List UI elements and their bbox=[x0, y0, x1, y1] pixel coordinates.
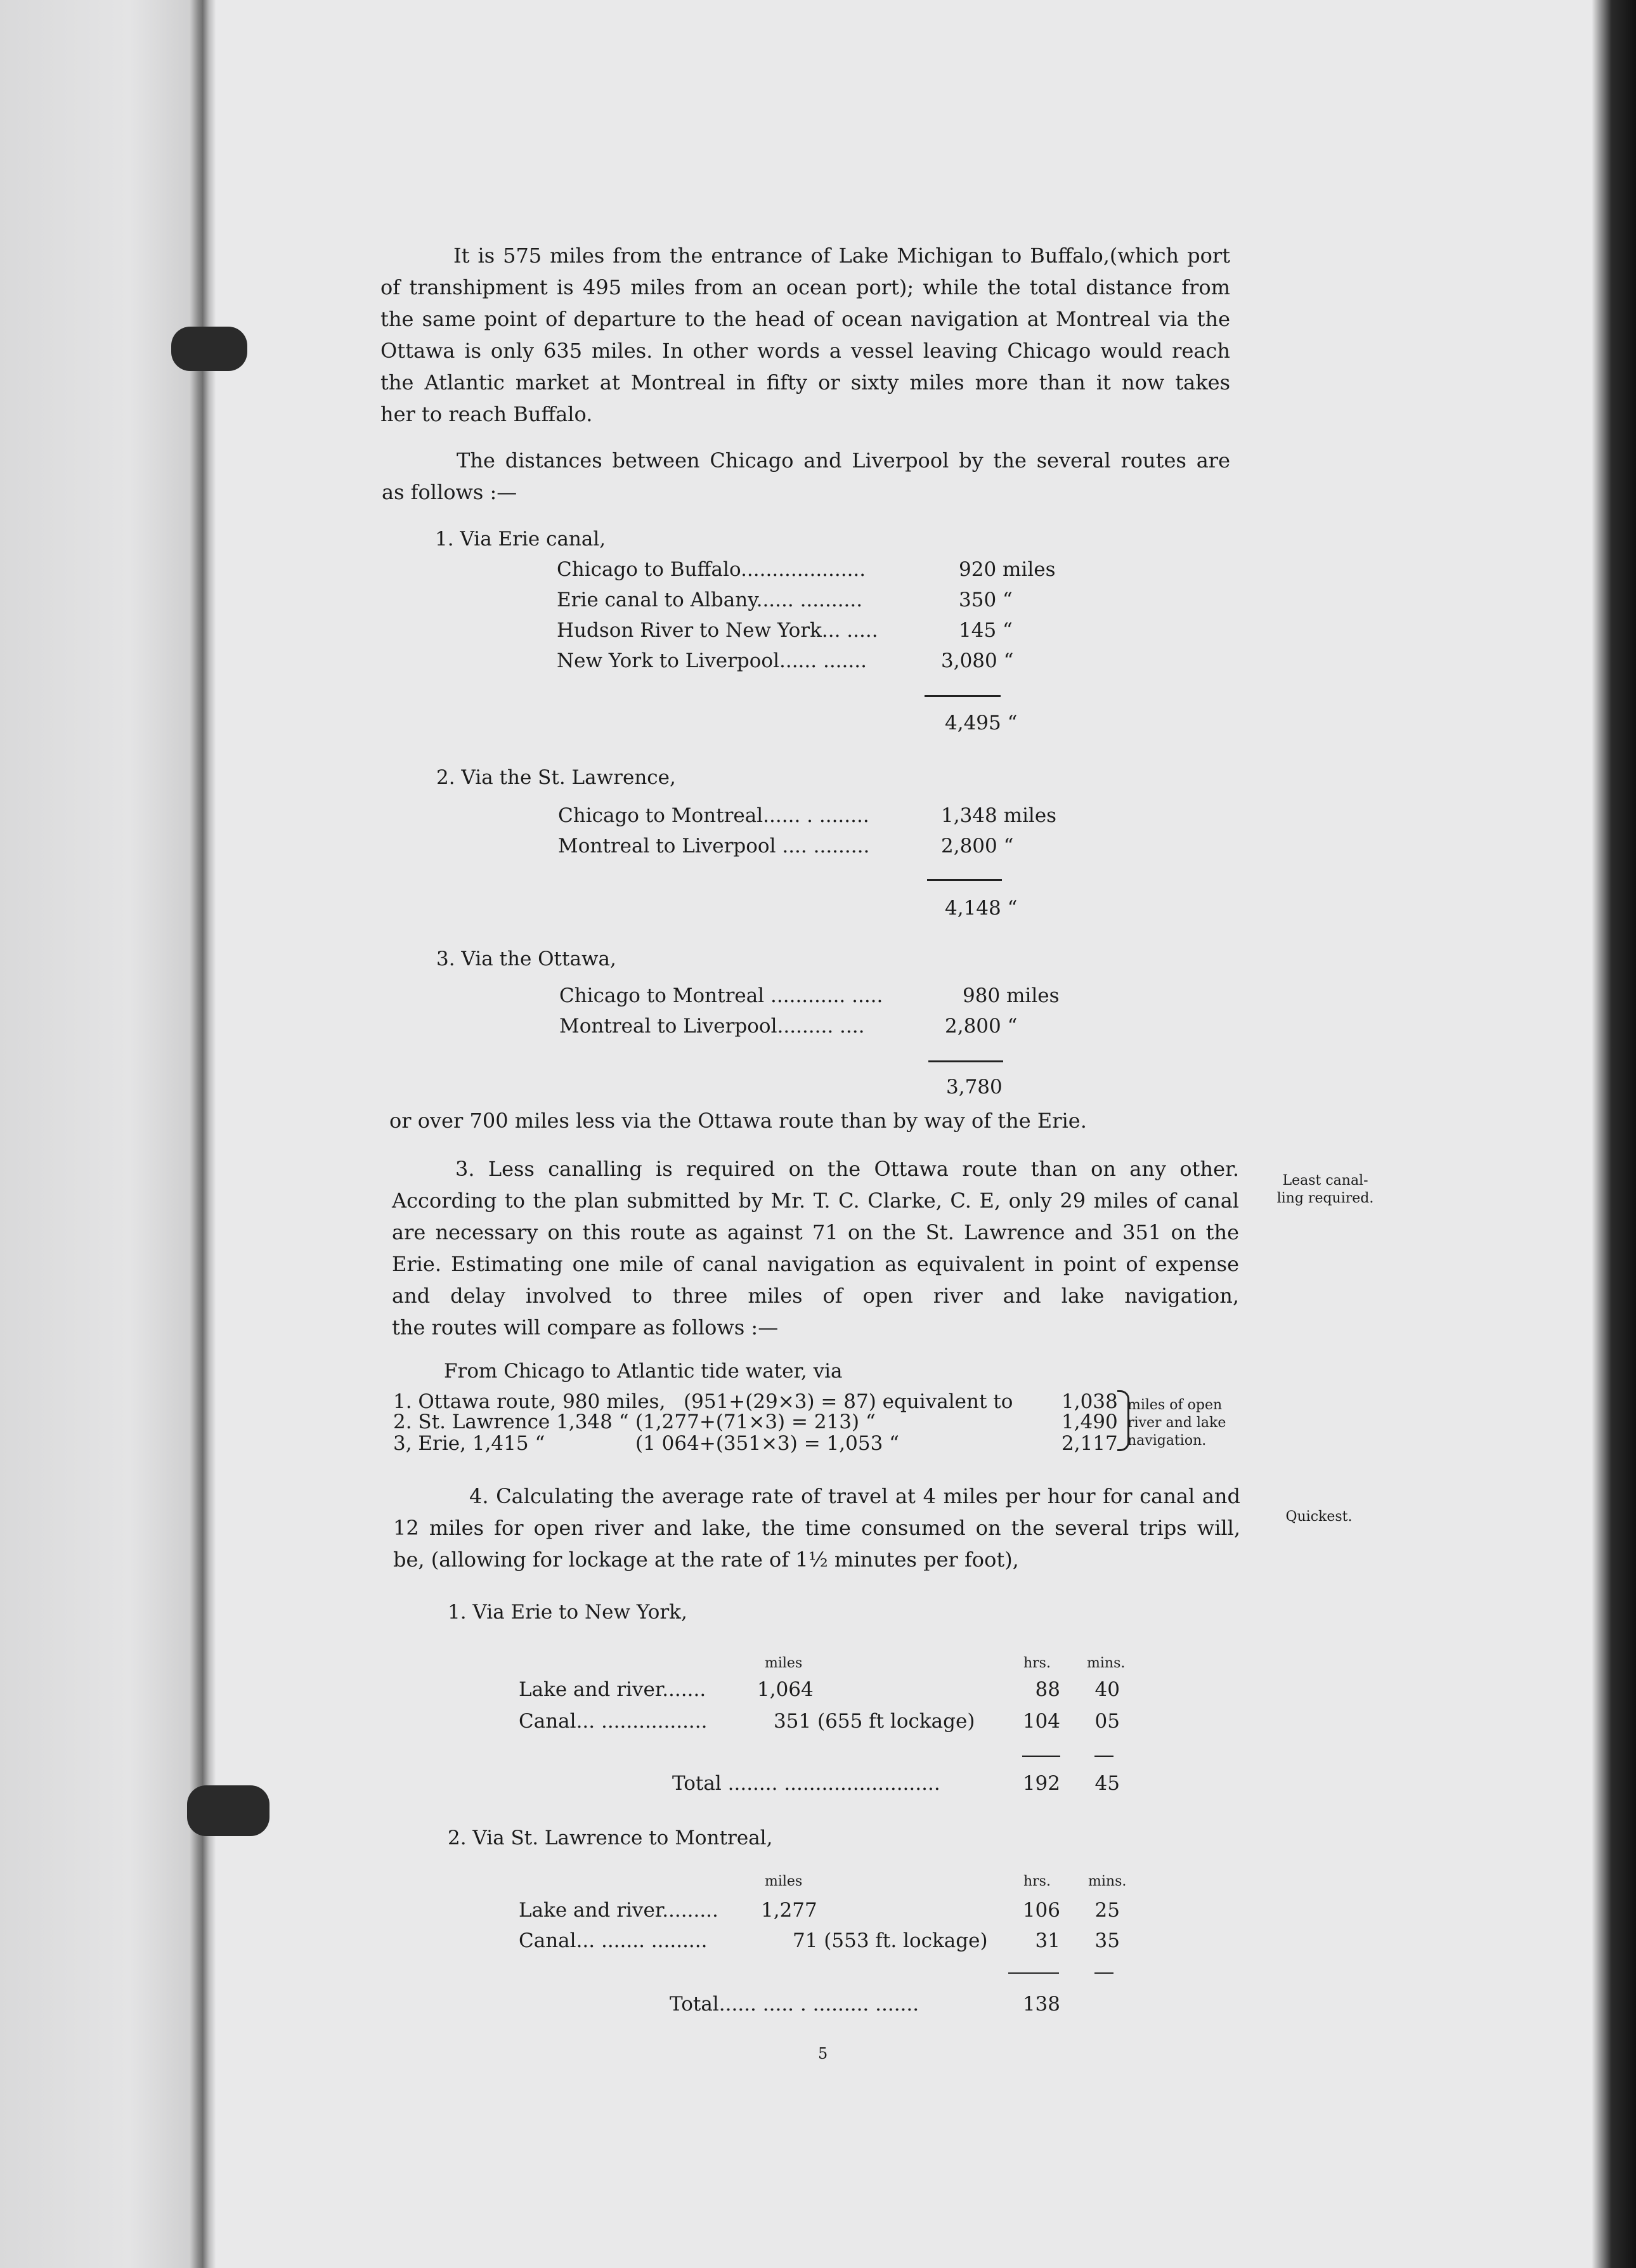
trip-row-label: Lake and river....... bbox=[519, 1678, 706, 1701]
trip-row-miles: 1,277 bbox=[761, 1899, 817, 1922]
route-row-label: Montreal to Liverpool .... ......... bbox=[558, 835, 870, 857]
route-row-label: Chicago to Montreal...... . ........ bbox=[558, 804, 869, 827]
trip-1-heading: 1. Via Erie to New York, bbox=[448, 1601, 687, 1624]
margin-note-least-canalling bbox=[1243, 1172, 1408, 1208]
sum-rule bbox=[1008, 1972, 1059, 1974]
margin-note-quickest: Quickest. bbox=[1285, 1509, 1353, 1525]
paragraph-1 bbox=[380, 240, 1230, 430]
route-row-value: 920 miles bbox=[959, 558, 1056, 581]
route-row-label: Chicago to Montreal ............ ..... bbox=[559, 984, 883, 1007]
trip-row-mins: 40 bbox=[1094, 1678, 1120, 1701]
text-line: and delay involved to three miles of open river and lake navigation, bbox=[392, 1284, 1239, 1308]
trip-row-label: Lake and river......... bbox=[519, 1899, 718, 1922]
sum-rule bbox=[925, 695, 1001, 697]
text-line: Ottawa is only 635 miles. In other words a vessel leaving Chicago would reach bbox=[380, 339, 1230, 363]
col-mins-header: mins. bbox=[1087, 1655, 1126, 1671]
trip-row-hrs: 106 bbox=[1022, 1899, 1060, 1922]
trip-row-miles: 71 (553 ft. lockage) bbox=[793, 1929, 988, 1952]
binding-hole-top bbox=[171, 327, 247, 371]
text-line: the routes will compare as follows :— bbox=[392, 1315, 779, 1339]
route-row-value: 980 miles bbox=[963, 984, 1060, 1007]
sum-rule bbox=[927, 879, 1002, 881]
route-row-label: Chicago to Buffalo.................... bbox=[557, 558, 866, 581]
text-line: 4. Calculating the average rate of travel at 4 miles per hour for canal and bbox=[469, 1484, 1240, 1508]
trip-row-mins: 05 bbox=[1094, 1710, 1120, 1733]
text-line: Erie. Estimating one mile of canal navigation as equivalent in point of expense bbox=[392, 1252, 1239, 1276]
trip-total-mins: 45 bbox=[1094, 1772, 1120, 1795]
route-total: 4,148 “ bbox=[945, 897, 1018, 920]
route-row-value: 3,080 “ bbox=[941, 649, 1014, 672]
trip-row-hrs: 31 bbox=[1035, 1929, 1060, 1952]
route-row-value: 350 “ bbox=[959, 589, 1013, 611]
sum-rule bbox=[928, 1060, 1003, 1062]
text-line: her to reach Buffalo. bbox=[380, 402, 593, 426]
after-routes-text: or over 700 miles less via the Ottawa route than by way of the Erie. bbox=[389, 1109, 1087, 1133]
sum-rule bbox=[1094, 1972, 1113, 1974]
page-right-edge bbox=[1592, 0, 1636, 2268]
col-miles-header: miles bbox=[765, 1655, 803, 1671]
brace-note-line: miles of open bbox=[1127, 1397, 1223, 1413]
tide-calc: (1 064+(351×3) = 1,053 “ bbox=[635, 1432, 900, 1455]
trip-row-hrs: 104 bbox=[1022, 1710, 1060, 1733]
col-mins-header: mins. bbox=[1088, 1874, 1127, 1889]
text-line: The distances between Chicago and Liverpool by the several routes are bbox=[457, 448, 1230, 472]
tide-calc: (1,277+(71×3) = 213) “ bbox=[635, 1411, 876, 1433]
trip-row-label: Canal... ....... ......... bbox=[519, 1929, 708, 1952]
sum-rule bbox=[1094, 1756, 1113, 1757]
page-number: 5 bbox=[818, 2045, 828, 2063]
col-hrs-header: hrs. bbox=[1023, 1874, 1051, 1889]
trip-row-hrs: 88 bbox=[1035, 1678, 1060, 1701]
route-row-value: 2,800 “ bbox=[941, 835, 1014, 857]
text-line: of transhipment is 495 miles from an ocean port); while the total distance from bbox=[380, 275, 1230, 299]
margin-note-line: Least canal- bbox=[1282, 1173, 1368, 1189]
trip-row-miles: 351 (655 ft lockage) bbox=[774, 1710, 975, 1733]
tide-value: 1,490 bbox=[1061, 1411, 1118, 1433]
text-line: are necessary on this route as against 71 on the St. Lawrence and 351 on the bbox=[392, 1220, 1239, 1244]
brace-note-line: navigation. bbox=[1127, 1433, 1207, 1449]
text-line: According to the plan submitted by Mr. T. C. Clarke, C. E, only 29 miles of canal bbox=[392, 1189, 1239, 1213]
trip-2-heading: 2. Via St. Lawrence to Montreal, bbox=[448, 1827, 773, 1849]
trip-total-label: Total ........ ......................... bbox=[672, 1772, 940, 1795]
col-hrs-header: hrs. bbox=[1023, 1655, 1051, 1671]
route-row-label: New York to Liverpool...... ....... bbox=[557, 649, 867, 672]
route-1-heading: 1. Via Erie canal, bbox=[435, 528, 606, 551]
margin-note-line: ling required. bbox=[1276, 1190, 1374, 1206]
text-line: 12 miles for open river and lake, the time consumed on the several trips will, bbox=[393, 1516, 1240, 1540]
col-miles-header: miles bbox=[765, 1874, 803, 1889]
route-total: 4,495 “ bbox=[945, 712, 1018, 734]
trip-row-mins: 35 bbox=[1094, 1929, 1120, 1952]
text-line: be, (allowing for lockage at the rate of 1½ minutes per foot), bbox=[393, 1548, 1019, 1572]
trip-total-label: Total...... ..... . ......... ....... bbox=[670, 1993, 919, 2016]
route-row-label: Hudson River to New York... ..... bbox=[557, 619, 878, 642]
route-row-label: Erie canal to Albany...... .......... bbox=[557, 589, 863, 611]
trip-row-label: Canal... ................. bbox=[519, 1710, 708, 1733]
text-line: 3. Less canalling is required on the Ottawa route than on any other. bbox=[455, 1157, 1239, 1181]
tide-heading: From Chicago to Atlantic tide water, via bbox=[444, 1360, 843, 1383]
brace-note bbox=[1127, 1397, 1242, 1450]
tide-route: 3, Erie, 1,415 “ bbox=[393, 1432, 545, 1455]
sum-rule bbox=[1022, 1756, 1060, 1757]
text-line: the same point of departure to the head of ocean navigation at Montreal via the bbox=[380, 307, 1230, 331]
trip-row-mins: 25 bbox=[1094, 1899, 1120, 1922]
paragraph-4 bbox=[393, 1480, 1240, 1575]
route-row-label: Montreal to Liverpool......... .... bbox=[559, 1015, 865, 1038]
route-row-value: 145 “ bbox=[959, 619, 1013, 642]
route-row-value: 1,348 miles bbox=[941, 804, 1057, 827]
text-line: as follows :— bbox=[382, 480, 517, 504]
paragraph-2 bbox=[382, 445, 1230, 508]
tide-value: 2,117 bbox=[1061, 1432, 1118, 1455]
text-line: It is 575 miles from the entrance of Lake Michigan to Buffalo,(which port bbox=[453, 244, 1230, 268]
route-3-heading: 3. Via the Ottawa, bbox=[436, 948, 616, 970]
trip-total-hrs: 138 bbox=[1022, 1993, 1060, 2016]
tide-route: 2. St. Lawrence 1,348 “ bbox=[393, 1411, 629, 1433]
brace-note-line: river and lake bbox=[1127, 1415, 1226, 1431]
trip-row-miles: 1,064 bbox=[757, 1678, 814, 1701]
text-line: the Atlantic market at Montreal in fifty or sixty miles more than it now takes bbox=[380, 370, 1230, 394]
route-row-value: 2,800 “ bbox=[945, 1015, 1018, 1038]
route-2-heading: 2. Via the St. Lawrence, bbox=[436, 766, 676, 789]
tide-value: 1,038 bbox=[1061, 1390, 1118, 1413]
route-total: 3,780 bbox=[946, 1076, 1003, 1098]
binding-hole-bottom bbox=[187, 1785, 269, 1836]
trip-total-hrs: 192 bbox=[1022, 1772, 1060, 1795]
paragraph-3 bbox=[392, 1153, 1239, 1343]
tide-route: 1. Ottawa route, 980 miles, bbox=[393, 1390, 666, 1413]
tide-calc: (951+(29×3) = 87) equivalent to bbox=[684, 1390, 1013, 1413]
